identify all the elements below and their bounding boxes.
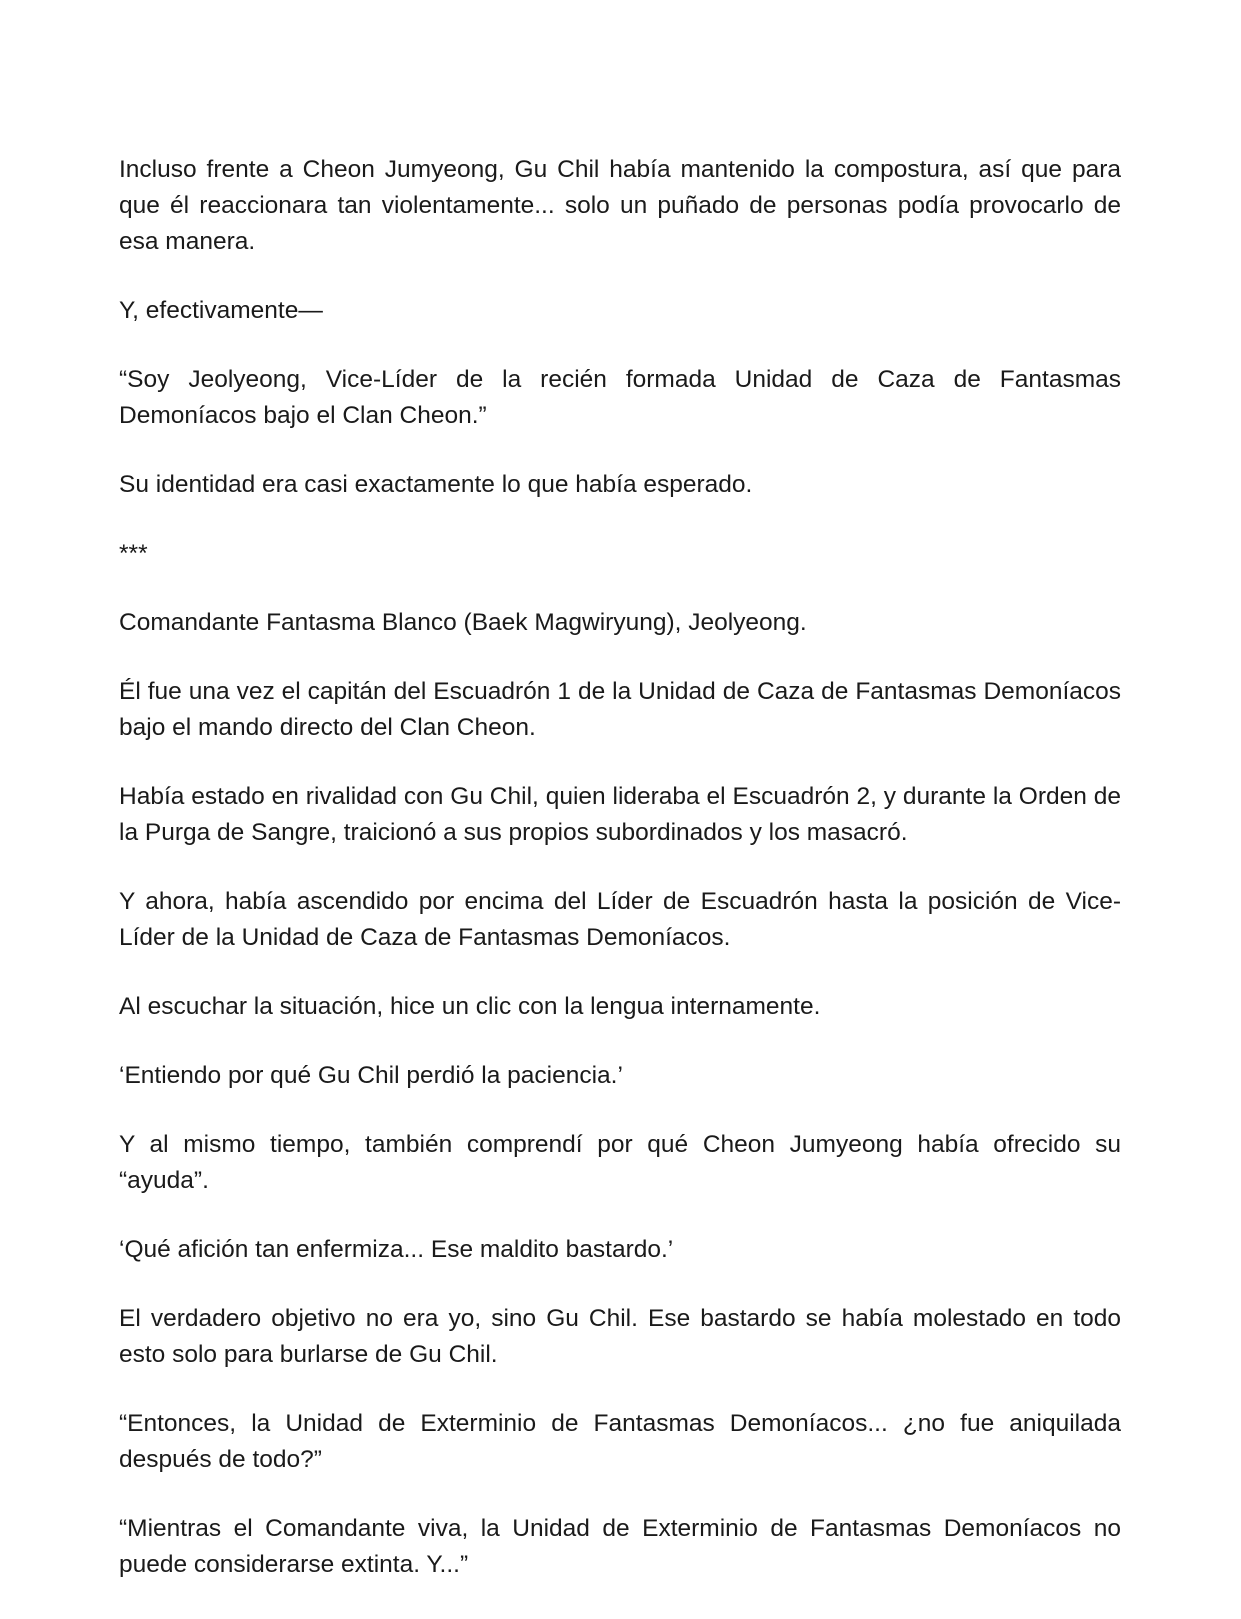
paragraph: Comandante Fantasma Blanco (Baek Magwiryung), Jeolyeong. [119,609,807,636]
paragraph: ‘Qué afición tan enfermiza... Ese maldito bastardo.’ [119,1236,674,1263]
paragraph: Y ahora, había ascendido por encima del Líder de Escuadrón hasta la posición de Vice-Líder de la Unidad de Caza de Fantasmas Demoníacos. [119,888,1121,951]
paragraph: Su identidad era casi exactamente lo que había esperado. [119,471,753,498]
paragraph: “Mientras el Comandante viva, la Unidad de Exterminio de Fantasmas Demoníacos no puede considerarse extinta. Y...” [119,1515,1121,1578]
document-body [119,152,1121,1616]
paragraph: Al escuchar la situación, hice un clic con la lengua internamente. [119,993,821,1020]
paragraph: Y, efectivamente— [119,297,323,324]
paragraph: “Soy Jeolyeong, Vice-Líder de la recién formada Unidad de Caza de Fantasmas Demoníacos bajo el Clan Cheon.” [119,366,1121,429]
scene-break: *** [119,540,148,567]
paragraph: ‘Entiendo por qué Gu Chil perdió la paciencia.’ [119,1062,623,1089]
paragraph: Él fue una vez el capitán del Escuadrón 1 de la Unidad de Caza de Fantasmas Demoníacos bajo el mando directo del Clan Cheon. [119,678,1121,741]
paragraph: Incluso frente a Cheon Jumyeong, Gu Chil había mantenido la compostura, así que para que él reaccionara tan violentamente... solo un puñado de personas podía provocarlo de esa manera. [119,156,1121,255]
paragraph: Había estado en rivalidad con Gu Chil, quien lideraba el Escuadrón 2, y durante la Orden de la Purga de Sangre, traicionó a sus propios subordinados y los masacró. [119,783,1121,846]
paragraph: Y al mismo tiempo, también comprendí por qué Cheon Jumyeong había ofrecido su “ayuda”. [119,1131,1121,1194]
paragraph: “Entonces, la Unidad de Exterminio de Fantasmas Demoníacos... ¿no fue aniquilada después de todo?” [119,1410,1121,1473]
paragraph: El verdadero objetivo no era yo, sino Gu Chil. Ese bastardo se había molestado en todo esto solo para burlarse de Gu Chil. [119,1305,1121,1368]
